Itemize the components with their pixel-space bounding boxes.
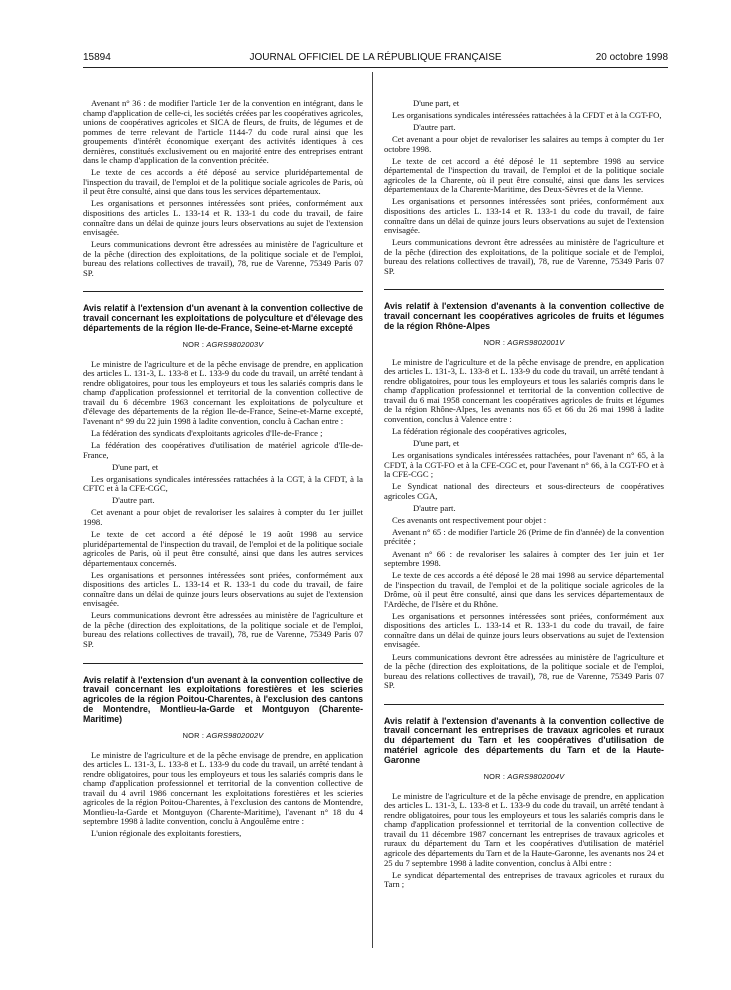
section-title: Avis relatif à l'extension d'avenants à la convention collective de travail concernant les coopératives agricoles de fruits et légumes de la région Rhône-Alpes: [384, 301, 664, 331]
right-column: [384, 99, 664, 892]
paragraph: Le syndicat départemental des entreprises de travaux agricoles et ruraux du Tarn ;: [384, 869, 664, 890]
section-title: Avis relatif à l'extension d'un avenant à la convention collective de travail concernant les exploitations forestières et les scieries agricoles de la région Poitou-Charentes, à l'exclusion des cantons de Montendre, Montlieu-la-Garde et Montguyon (Charente-Maritime): [83, 674, 363, 724]
paragraph: Les organisations et personnes intéressées sont priées, conformément aux dispositions des articles L. 133-14 et R. 133-1 du code du travail, de faire connaître dans un délai de quinze jours leurs observations au sujet de l'extension envisagée.: [384, 610, 664, 650]
paragraph: Leurs communications devront être adressées au ministère de l'agriculture et de la pêche (direction des exploitations, de la politique sociale et de l'emploi, bureau des relations collectives de travail), 78, rue de Varenne, 75349 Paris 07 SP.: [384, 651, 664, 691]
paragraph: Le ministre de l'agriculture et de la pêche envisage de prendre, en application des articles L. 131-3, L. 133-8 et L. 133-9 du code du travail, un arrêté tendant à rendre obligatoires, pour tous les employeurs et tous les salariés compris dans le champ d'application professionnel et territorial de la convention collective de travail du 11 décembre 1987 concernant les entreprises de travaux agricoles et ruraux du département du Tarn et les coopératives d'utilisation de matériel agricole des départements du Tarn et de la Haute-Garonne, les avenants nos 24 et 25 du 7 septembre 1998 à ladite convention, conclus à Albi entre :: [384, 790, 664, 868]
paragraph: Le texte de ces accords a été déposé le 28 mai 1998 au service départemental de l'inspection du travail, de l'emploi et de la politique sociale agricoles de la Drôme, où il peut être consulté, ainsi que dans les services départementaux de l'Ardèche, de l'Isère et du Rhône.: [384, 570, 664, 609]
section-body: [384, 111, 664, 121]
paragraph: Les organisations syndicales intéressées rattachées à la CFDT et à la CGT-FO,: [392, 110, 662, 121]
paragraph: Leurs communications devront être adressées au ministère de l'agriculture et de la pêche (direction des exploitations, de la politique sociale et de l'emploi, bureau des relations collectives de travail), 78, rue de Varenne, 75349 Paris 07 SP.: [83, 239, 363, 278]
section-separator: [83, 663, 363, 664]
page-header: [83, 52, 668, 66]
paragraph: La fédération régionale des coopératives agricoles,: [392, 426, 567, 437]
paragraph: Le ministre de l'agriculture et de la pêche envisage de prendre, en application des articles L. 131-3, L. 133-8 et L. 133-9 du code du travail, un arrêté tendant à rendre obligatoires, pour tous les employeurs et tous les salariés compris dans le champ d'application professionnel et territorial de la convention collective de travail du 4 avril 1986 concernant les exploitations forestières et les scieries agricoles de la région Poitou-Charentes, à l'exclusion des cantons de Montendre, Montlieu-la-Garde et Montguyon (Charente-Maritime), l'avenant n° 18 du 4 septembre 1998 à ladite convention, conclu à Angoulême entre :: [83, 749, 363, 827]
paragraph: Les organisations et personnes intéressées sont priées, conformément aux dispositions des articles L. 133-14 et R. 133-1 du code du travail, de faire connaître dans un délai de quinze jours leurs observations au sujet de l'extension envisagée.: [83, 569, 363, 609]
page-number: 15894: [83, 52, 111, 63]
nor-reference: NOR : AGRS9802003V: [182, 339, 264, 349]
section-body: [83, 475, 363, 494]
paragraph: Ces avenants ont respectivement pour objet :: [392, 514, 547, 525]
section-body: [384, 516, 664, 691]
party-line: D'autre part.: [413, 122, 456, 133]
nor-reference: NOR : AGRS9802004V: [483, 771, 565, 781]
nor-code: AGRS9802004V: [507, 771, 565, 781]
paragraph: Avenant n° 65 : de modifier l'article 26 (Prime de fin d'année) de la convention précitée ;: [384, 526, 664, 547]
section-body: [384, 792, 664, 890]
nor-code: AGRS9802003V: [206, 339, 264, 349]
paragraph: Les organisations syndicales intéressées rattachées, pour l'avenant n° 65, à la CFDT, à la CGT-FO et à la CFE-CGC et, pour l'avenant n° 66, à la CGT-FO et à la CFE-CGC ;: [384, 450, 664, 480]
party-line: D'autre part.: [112, 495, 155, 506]
paragraph: Leurs communications devront être adressées au ministère de l'agriculture et de la pêche (direction des exploitations, de la politique sociale et de l'emploi, bureau des relations collectives de travail), 78, rue de Varenne, 75349 Paris 07 SP.: [384, 237, 664, 276]
paragraph: Les organisations et personnes intéressées sont priées, conformément aux dispositions des articles L. 133-14 et R. 133-1 du code du travail, de faire connaître dans un délai de quinze jours leurs observations au sujet de l'extension envisagée.: [384, 196, 664, 236]
paragraph: Cet avenant a pour objet de revaloriser les salaires à compter du 1er juillet 1998.: [83, 507, 363, 527]
section-separator: [83, 291, 363, 292]
section-body: [384, 358, 664, 437]
paragraph: Avenant n° 66 : de revaloriser les salaires à compter des 1er juin et 1er septembre 1998.: [384, 548, 664, 569]
nor-code: AGRS9802001V: [507, 337, 565, 347]
paragraph: La fédération des syndicats d'exploitants agricoles d'Ile-de-France ;: [91, 428, 323, 439]
journal-title: JOURNAL OFFICIEL DE LA RÉPUBLIQUE FRANÇAISE: [249, 52, 502, 63]
paragraph: Le texte de ces accords a été déposé au service pluridépartemental de l'inspection du travail, de l'emploi et de la politique sociale agricoles de Paris, où il peut être consulté, ainsi que dans tous les services départementaux.: [83, 167, 363, 197]
paragraph: L'union régionale des exploitants forestiers,: [91, 828, 242, 839]
issue-date: 20 octobre 1998: [595, 52, 668, 63]
section-body: [83, 360, 363, 460]
left-top-paragraphs: [83, 99, 363, 278]
paragraph: Le texte de cet accord a été déposé le 19 août 1998 au service pluridépartemental de l'inspection du travail, de l'emploi et de la politique sociale agricoles de Paris, où il peut être consulté, ainsi que dans les autres services départementaux concernés.: [83, 528, 363, 568]
section-title: Avis relatif à l'extension d'avenants à la convention collective de travail concernant les entreprises de travaux agricoles et ruraux du département du Tarn et les coopératives d'utilisation de matériel agricole des départements du Tarn et de la Haute-Garonne: [384, 715, 664, 765]
section-body: [384, 451, 664, 501]
section-separator: [384, 289, 664, 290]
nor-code: AGRS9802002V: [206, 730, 264, 740]
nor-reference: NOR : AGRS9802001V: [483, 337, 565, 347]
party-line: D'une part, et: [413, 98, 460, 108]
section-separator: [384, 704, 664, 705]
paragraph: Les organisations et personnes intéressées sont priées, conformément aux dispositions des articles L. 133-14 et R. 133-1 du code du travail, de faire connaître dans un délai de quinze jours leurs observations au sujet de l'extension envisagée.: [83, 198, 363, 238]
paragraph: La fédération des coopératives d'utilisation de matériel agricole d'Ile-de-France,: [83, 440, 363, 460]
header-rule: [83, 67, 668, 68]
party-line: D'autre part.: [413, 502, 456, 513]
paragraph: Le ministre de l'agriculture et de la pêche envisage de prendre, en application des articles L. 131-3, L. 133-8 et L. 133-9 du code du travail, un arrêté tendant à rendre obligatoires, pour tous les employeurs et tous les salariés compris dans le champ d'application professionnel et territorial de la convention collective de travail du 6 décembre 1963 concernant les exploitations de polyculture et d'élevage des départements de la région Ile-de-France, Seine-et-Marne excepté, l'avenant n° 99 du 22 juin 1998 à ladite convention, conclu à Cachan entre :: [83, 358, 363, 427]
section-body: [384, 135, 664, 276]
paragraph: Avenant n° 36 : de modifier l'article 1er de la convention en intégrant, dans le champ d'application de celle-ci, les sociétés créées par les coopératives agricoles, unions de coopératives agricoles et SICA de fleurs, de fruits, de légumes et de pommes de terre relevant de l'article 1144-7 du code rural ainsi que les groupements d'intérêt économique exerçant des activités identiques à ces dernières, constitués exclusivement ou en majorité entre des entreprises entrant dans le champ d'application de la convention précitée.: [83, 98, 363, 166]
paragraph: Cet avenant a pour objet de revaloriser les salaires au temps à compter du 1er octobre 1998.: [384, 134, 664, 154]
party-line: D'une part, et: [112, 461, 159, 472]
section-body: [83, 508, 363, 649]
party-line: D'une part, et: [413, 438, 460, 449]
paragraph: Les organisations syndicales intéressées rattachées à la CGT, à la CFDT, à la CFTC et à la CFE-CGC,: [83, 473, 363, 494]
paragraph: Le texte de cet accord a été déposé le 11 septembre 1998 au service départemental de l'inspection du travail, de l'emploi et de la politique sociale agricoles de la Charente, où il peut être consulté, ainsi que dans les services départementaux de la Charente-Maritime, des Deux-Sèvres et de la Vienne.: [384, 155, 664, 195]
nor-reference: NOR : AGRS9802002V: [182, 730, 264, 740]
section-body: [83, 751, 363, 839]
paragraph: Le ministre de l'agriculture et de la pêche envisage de prendre, en application des articles L. 131-3, L. 133-8 et L. 133-9 du code du travail, un arrêté tendant à rendre obligatoires, pour tous les employeurs et tous les salariés compris dans le champ d'application professionnel et territorial de la convention collective de travail du 6 mai 1958 concernant les coopératives agricoles de fruits et légumes de la région Rhône-Alpes, les avenants nos 65 et 66 du 26 mai 1998 à ladite convention, conclus à Valence entre :: [384, 356, 664, 424]
column-divider: [372, 72, 373, 948]
section-title: Avis relatif à l'extension d'un avenant à la convention collective de travail concernant les exploitations de polyculture et d'élevage des départements de la région Ile-de-France, Seine-et-Marne excepté: [83, 303, 363, 333]
left-column: [83, 99, 363, 841]
paragraph: Le Syndicat national des directeurs et sous-directeurs de coopératives agricoles CGA,: [384, 481, 664, 501]
paragraph: Leurs communications devront être adressées au ministère de l'agriculture et de la pêche (direction des exploitations, de la politique sociale et de l'emploi, bureau des relations collectives de travail), 78, rue de Varenne, 75349 Paris 07 SP.: [83, 610, 363, 649]
